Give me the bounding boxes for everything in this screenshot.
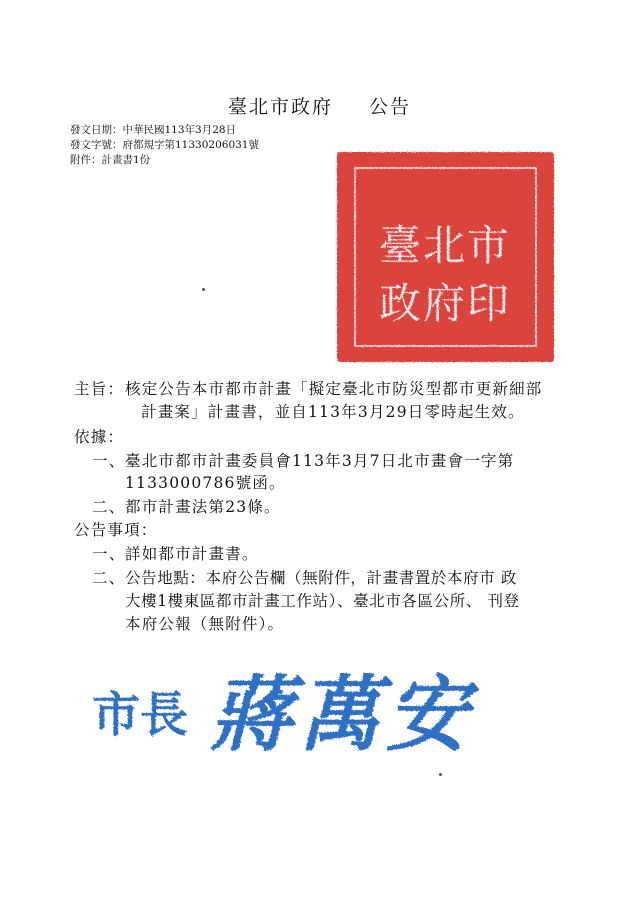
reference-label: 發文字號：: [70, 139, 123, 151]
official-seal: [333, 148, 558, 366]
scan-speck: [202, 288, 205, 291]
subject-line-1: 核定公告本市都市計畫「擬定臺北市防災型都市更新細部: [125, 380, 543, 398]
date-line: [70, 123, 236, 138]
scan-speck: [439, 773, 442, 776]
announcement-item-2-line-3: 本府公報（無附件）。: [125, 615, 285, 633]
basis-item-2-number: 二、: [92, 498, 126, 516]
reference-line: [70, 138, 259, 153]
announcement-label: 公告事項：: [74, 521, 158, 539]
attachment-value: 計畫書1份: [101, 154, 151, 166]
document-title: [0, 92, 639, 119]
basis-label: 依據：: [74, 428, 125, 446]
mayor-signature-stamp: [92, 655, 532, 765]
subject-label: 主旨：: [74, 380, 125, 398]
date-value: 中華民國113年3月28日: [122, 124, 237, 136]
reference-value: 府都規字第11330206031號: [122, 139, 259, 151]
signature-name-text: 蔣萬安: [210, 667, 474, 763]
announcement-item-1-text: 詳如都市計畫書。: [125, 545, 259, 563]
announcement-item-2-line-2: 大樓1樓東區都市計畫工作站）、臺北市各區公所、 刊登: [125, 592, 520, 610]
announcement-item-2-line-1: 公告地點：本府公告欄（無附件，計畫書置於本府市 政: [125, 569, 517, 587]
basis-item-1-number: 一、: [92, 452, 126, 470]
signature-title-text: 市長: [92, 687, 189, 743]
document-type: 公告: [369, 96, 412, 118]
attachment-line: [70, 153, 150, 168]
basis-item-1-line-1: 臺北市都市計畫委員會113年3月7日北市畫會一字第: [125, 452, 515, 470]
basis-item-2-text: 都市計畫法第23條。: [125, 498, 281, 516]
subject-line-2: 計畫案」計畫書，並自113年3月29日零時起生效。: [141, 403, 525, 421]
basis-item-1-line-2: 1133000786號函。: [125, 474, 286, 492]
announcement-item-2-number: 二、: [92, 569, 126, 587]
seal-text-upper: 臺北市: [378, 221, 512, 270]
seal-text-lower: 政府印: [378, 279, 512, 328]
attachment-label: 附件：: [70, 154, 102, 166]
date-label: 發文日期：: [70, 124, 123, 136]
announcement-item-1-number: 一、: [92, 545, 126, 563]
issuer-name: 臺北市政府: [227, 96, 333, 118]
